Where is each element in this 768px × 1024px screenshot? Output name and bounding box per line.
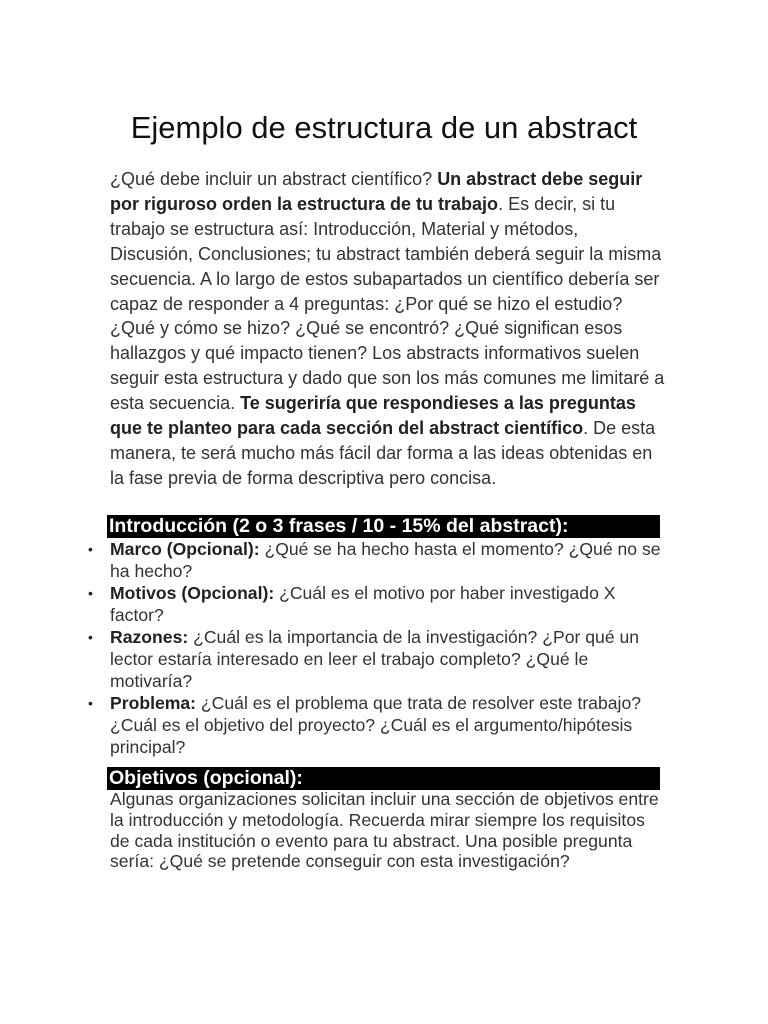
intro-text-1: ¿Qué debe incluir un abstract científico?: [110, 169, 438, 189]
bullet-label: Razones:: [110, 627, 189, 647]
bullet-text: ¿Cuál es la importancia de la investigación? ¿Por qué un lector estaría interesado en leer el trabajo completo? ¿Qué le motivaría?: [110, 627, 640, 691]
page-title: Ejemplo de estructura de un abstract: [130, 110, 638, 145]
list-item: [88, 626, 666, 692]
bullet-label: Problema:: [110, 693, 197, 713]
bullet-icon: •: [88, 695, 93, 711]
bullet-text: ¿Qué se ha hecho hasta el momento? ¿Qué no se ha hecho?: [110, 539, 661, 581]
intro-text-3: . De esta manera, te será mucho más fácil dar forma a las ideas obtenidas en la fase previa de forma descriptiva pero concisa.: [110, 418, 656, 488]
bullet-icon: •: [88, 541, 93, 557]
list-item: [88, 538, 666, 582]
list-item: [88, 582, 666, 626]
bullet-label: Motivos (Opcional):: [110, 583, 275, 603]
bullet-icon: •: [88, 585, 93, 601]
intro-paragraph: [110, 167, 666, 491]
bullet-text: ¿Cuál es el problema que trata de resolver este trabajo? ¿Cuál es el objetivo del proyecto? ¿Cuál es el argumento/hipótesis principal?: [110, 693, 642, 757]
intro-text-2: . Es decir, si tu trabajo se estructura así: Introducción, Material y métodos, Discusión, Conclusiones; tu abstract también deberá seguir la misma secuencia. A lo largo de estos subapartados un científico debería ser capaz de responder a 4 preguntas: ¿Por qué se hizo el estudio? ¿Qué y cómo se hizo? ¿Qué se encontró? ¿Qué significan esos hallazgos y qué impacto tienen? Los abstracts informativos suelen seguir esta estructura y dado que son los más comunes me limitaré a esta secuencia.: [110, 193, 665, 414]
objetivos-paragraph: Algunas organizaciones solicitan incluir una sección de objetivos entre la introducción y metodología. Recuerda mirar siempre los requisitos de cada institución o evento para tu abstract. Una posible pregunta sería: ¿Qué se pretende conseguir con esta investigación?: [110, 789, 659, 872]
introduccion-heading: Introducción (2 o 3 frases / 10 - 15% del abstract):: [107, 515, 660, 538]
objetivos-heading: Objetivos (opcional):: [107, 767, 660, 790]
bullet-text: ¿Cuál es el motivo por haber investigado X factor?: [110, 583, 616, 625]
bullet-label: Marco (Opcional):: [110, 539, 260, 559]
intro-bold-1: Un abstract debe seguir por riguroso orden la estructura de tu trabajo: [110, 169, 643, 214]
bullet-icon: •: [88, 629, 93, 645]
list-item: [88, 692, 666, 758]
intro-bold-2: Te sugeriría que respondieses a las preguntas que te planteo para cada sección del abstract científico: [110, 393, 636, 439]
introduccion-bullet-list: [88, 538, 666, 758]
